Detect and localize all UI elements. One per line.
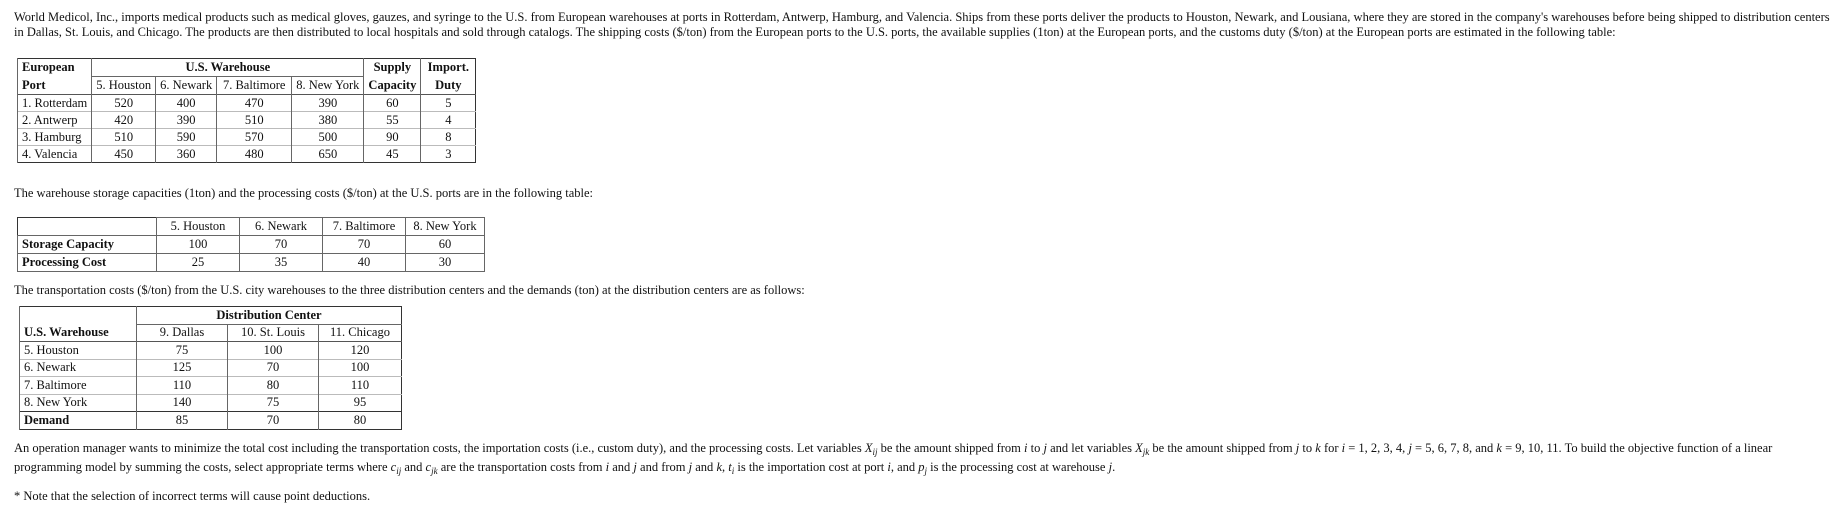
row-label: 8. New York <box>20 394 137 412</box>
cell: 70 <box>240 236 323 254</box>
table-row <box>18 112 476 129</box>
cell: 570 <box>217 129 292 146</box>
row-label: 3. Hamburg <box>18 129 92 146</box>
row-label: 7. Baltimore <box>20 377 137 395</box>
table-row <box>20 377 402 395</box>
storage-processing-table <box>17 217 485 272</box>
text-segment: and let variables <box>1046 441 1136 455</box>
cell: 5 <box>421 95 476 112</box>
col-header: 6. Newark <box>240 218 323 236</box>
header-duty-1: Import. <box>421 59 476 77</box>
demand-row <box>20 412 402 430</box>
cell: 500 <box>292 129 364 146</box>
cell: 3 <box>421 146 476 163</box>
table-row <box>18 95 476 112</box>
header-duty-2: Duty <box>421 77 476 95</box>
cell: 40 <box>323 254 406 272</box>
cell: 55 <box>364 112 421 129</box>
header-us-warehouse: U.S. Warehouse <box>20 324 137 342</box>
cell: 45 <box>364 146 421 163</box>
row-label: Storage Capacity <box>18 236 157 254</box>
text-segment: = 9, 10, 11. To build the objective function of a linear programming model by summing the costs, select appropriate terms where <box>14 441 1773 474</box>
cell: 125 <box>137 359 228 377</box>
cell: 70 <box>323 236 406 254</box>
cell: 60 <box>364 95 421 112</box>
corner-cell <box>20 307 137 325</box>
cell: 510 <box>92 129 156 146</box>
cell: 75 <box>137 342 228 360</box>
cell: 8 <box>421 129 476 146</box>
text-segment: to <box>1027 441 1044 455</box>
text-segment: are the transportation costs from <box>437 460 606 474</box>
text-segment: An operation manager wants to minimize the total cost including the transportation costs, the importation costs (i.e., custom duty), and the processing costs. Let variables <box>14 441 865 455</box>
cell: 75 <box>228 394 319 412</box>
cell: 80 <box>228 377 319 395</box>
cell: 60 <box>406 236 485 254</box>
cell: 100 <box>319 359 402 377</box>
col-header: 8. New York <box>406 218 485 236</box>
row-label: 5. Houston <box>20 342 137 360</box>
cell: 25 <box>157 254 240 272</box>
cell: 520 <box>92 95 156 112</box>
cell: 85 <box>137 412 228 430</box>
cell: 360 <box>156 146 217 163</box>
cell: 110 <box>137 377 228 395</box>
header-port-1: European <box>18 59 92 77</box>
row-label: 1. Rotterdam <box>18 95 92 112</box>
cell: 400 <box>156 95 217 112</box>
header-supply-2: Capacity <box>364 77 421 95</box>
col-header: 7. Baltimore <box>217 77 292 95</box>
text-segment: to <box>1299 441 1316 455</box>
cell: 100 <box>228 342 319 360</box>
note-text: * Note that the selection of incorrect terms will cause point deductions. <box>14 489 371 503</box>
row-label: Demand <box>20 412 137 430</box>
table-row <box>18 236 485 254</box>
table-row <box>20 342 402 360</box>
table-row <box>18 129 476 146</box>
text-segment: = 1, 2, 3, 4, <box>1345 441 1409 455</box>
header-us-warehouse: U.S. Warehouse <box>92 59 364 77</box>
cell: 120 <box>319 342 402 360</box>
text-segment: and from <box>636 460 689 474</box>
table-row <box>18 254 485 272</box>
col-header: 10. St. Louis <box>228 324 319 342</box>
header-distribution-center: Distribution Center <box>137 307 402 325</box>
text-segment: be the amount shipped from <box>1149 441 1296 455</box>
text-segment: . <box>1112 460 1116 474</box>
cell: 4 <box>421 112 476 129</box>
row-label: Processing Cost <box>18 254 157 272</box>
col-header: 5. Houston <box>157 218 240 236</box>
cell: 450 <box>92 146 156 163</box>
text-segment: and <box>401 460 426 474</box>
cell: 510 <box>217 112 292 129</box>
text-segment: , <box>722 460 729 474</box>
transport-demand-table <box>19 306 402 430</box>
cell: 70 <box>228 359 319 377</box>
text-segment: is the processing cost at warehouse <box>927 460 1109 474</box>
intro-paragraph: World Medicol, Inc., imports medical products such as medical gloves, gauzes, and syringe to the U.S. from European warehouses at ports in Rotterdam, Antwerp, Hamburg, and Valencia. Ships from these ports deliver the products to Houston, Newark, and Lousiana, where they are stored in the company's warehouses before being shipped to distribution centers in Dallas, St. Louis, and Chicago. The products are then distributed to local hospitals and sold through catalogs. The shipping costs ($/ton) from the European ports to the U.S. ports, the available supplies (1ton) at the European ports, and the customs duty ($/ton) at the European ports are estimated in the following table: <box>14 10 1830 39</box>
col-header: 6. Newark <box>156 77 217 95</box>
cell: 390 <box>156 112 217 129</box>
cell: 35 <box>240 254 323 272</box>
cell: 90 <box>364 129 421 146</box>
text-segment: is the importation cost at port <box>734 460 888 474</box>
cell: 470 <box>217 95 292 112</box>
col-header: 7. Baltimore <box>323 218 406 236</box>
table-row <box>20 394 402 412</box>
cell: 95 <box>319 394 402 412</box>
text-segment: be the amount shipped from <box>877 441 1025 455</box>
row-label: 2. Antwerp <box>18 112 92 129</box>
col-header: 8. New York <box>292 77 364 95</box>
cell: 650 <box>292 146 364 163</box>
storage-paragraph: The warehouse storage capacities (1ton) and the processing costs ($/ton) at the U.S. ports are in the following table: <box>14 186 593 200</box>
text-segment: for <box>1320 441 1342 455</box>
shipping-cost-table <box>17 58 476 163</box>
header-port-2: Port <box>18 77 92 95</box>
text-segment: , and <box>890 460 919 474</box>
table-row <box>20 359 402 377</box>
cell: 390 <box>292 95 364 112</box>
text-segment: = 5, 6, 7, 8, and <box>1411 441 1497 455</box>
cell: 140 <box>137 394 228 412</box>
cell: 30 <box>406 254 485 272</box>
cell: 100 <box>157 236 240 254</box>
objective-paragraph: An operation manager wants to minimize the total cost including the transportation costs, the importation costs (i.e., custom duty), and the processing costs. Let variables $X_{ij}$ be the amount shipped from i to j and let variables $X_{jk}$ be the amount shipped from j to k for i = 1, 2, 3, 4, j = 5, 6, 7, 8, and k = 9, 10, 11. To build the objective function of a linear programming model by summing the costs, select appropriate terms where $c_{ij}$ and $c_{jk}$ are the transportation costs from i and j and from j and k, $t_i$ is the importation cost at port i, and $p_j$ is the processing cost at warehouse j. <box>14 441 1773 476</box>
text-segment: and <box>609 460 634 474</box>
cell: 80 <box>319 412 402 430</box>
col-header: 9. Dallas <box>137 324 228 342</box>
table-row <box>18 146 476 163</box>
cell: 70 <box>228 412 319 430</box>
cell: 380 <box>292 112 364 129</box>
text-segment: and <box>692 460 717 474</box>
corner-cell <box>18 218 157 236</box>
cell: 480 <box>217 146 292 163</box>
header-supply-1: Supply <box>364 59 421 77</box>
transport-paragraph: The transportation costs ($/ton) from the U.S. city warehouses to the three distribution centers and the demands (ton) at the distribution centers are as follows: <box>14 283 805 297</box>
row-label: 6. Newark <box>20 359 137 377</box>
cell: 110 <box>319 377 402 395</box>
col-header: 11. Chicago <box>319 324 402 342</box>
cell: 590 <box>156 129 217 146</box>
row-label: 4. Valencia <box>18 146 92 163</box>
cell: 420 <box>92 112 156 129</box>
col-header: 5. Houston <box>92 77 156 95</box>
